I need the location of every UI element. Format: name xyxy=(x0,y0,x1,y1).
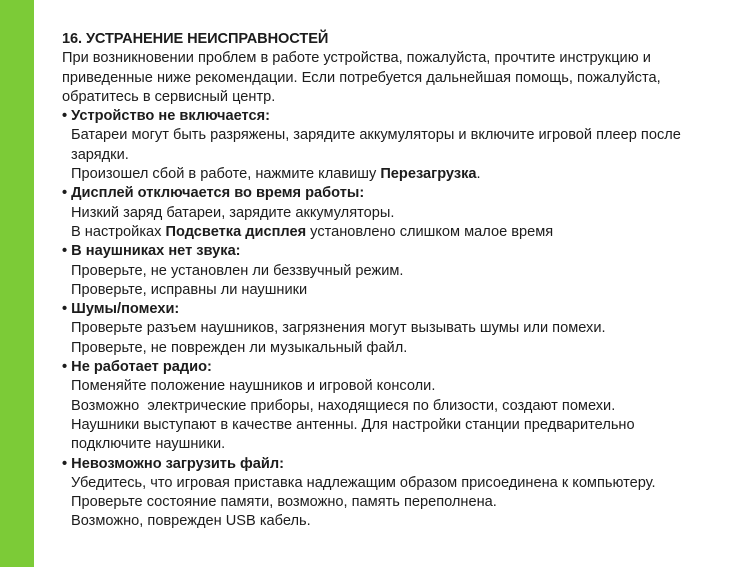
key-name-reset: Перезагрузка xyxy=(380,166,477,183)
issue-title-display-off: • Дисплей отключается во время работы: xyxy=(62,185,365,202)
issue-text: Батареи могут быть разряжены, зарядите аккумуляторы и включите игровой плеер после xyxy=(71,127,681,144)
issue-title-file-load: • Невозможно загрузить файл: xyxy=(62,455,284,472)
intro-line: приведенные ниже рекомендации. Если потребуется дальнейшая помощь, пожалуйста, xyxy=(62,69,661,86)
issue-text: Проверьте, не установлен ли беззвучный режим. xyxy=(71,262,404,279)
issue-title-no-power: • Устройство не включается: xyxy=(62,108,270,125)
side-accent-bar xyxy=(0,0,34,567)
issue-text: Убедитесь, что игровая приставка надлежащим образом присоединена к компьютеру. xyxy=(71,474,656,491)
issue-text: Проверьте, не поврежден ли музыкальный файл. xyxy=(71,339,408,356)
issue-title-no-sound: • В наушниках нет звука: xyxy=(62,243,241,260)
issue-text: подключите наушники. xyxy=(71,436,226,453)
issue-text: Возможно электрические приборы, находящиеся по близости, создают помехи. xyxy=(71,397,616,414)
setting-name-backlight: Подсветка дисплея xyxy=(165,223,307,240)
text-fragment: . xyxy=(476,166,481,183)
section-title: 16. УСТРАНЕНИЕ НЕИСПРАВНОСТЕЙ xyxy=(62,31,329,47)
issue-text: Возможно, поврежден USB кабель. xyxy=(71,513,311,530)
text-fragment: Произошел сбой в работе, нажмите клавишу xyxy=(71,166,381,183)
intro-line: При возникновении проблем в работе устройства, пожалуйста, прочтите инструкцию и xyxy=(62,50,651,67)
intro-line: обратитесь в сервисный центр. xyxy=(62,88,276,105)
issue-text: Проверьте разъем наушников, загрязнения могут вызывать шумы или помехи. xyxy=(71,320,606,337)
issue-text: Наушники выступают в качестве антенны. Для настройки станции предварительно xyxy=(71,416,635,433)
issue-title-noise: • Шумы/помехи: xyxy=(62,301,180,318)
issue-title-radio: • Не работает радио: xyxy=(62,359,212,376)
issue-text: Проверьте состояние памяти, возможно, память переполнена. xyxy=(71,494,497,511)
troubleshooting-section xyxy=(62,30,750,532)
issue-text: Низкий заряд батареи, зарядите аккумуляторы. xyxy=(71,204,395,221)
text-fragment: В настройках xyxy=(71,223,166,240)
text-fragment: установлено слишком малое время xyxy=(306,223,554,240)
issue-text: Поменяйте положение наушников и игровой консоли. xyxy=(71,378,436,395)
issue-text xyxy=(62,165,750,184)
issue-text: зарядки. xyxy=(71,146,129,163)
issue-text xyxy=(62,223,750,242)
issue-text: Проверьте, исправны ли наушники xyxy=(71,281,308,298)
